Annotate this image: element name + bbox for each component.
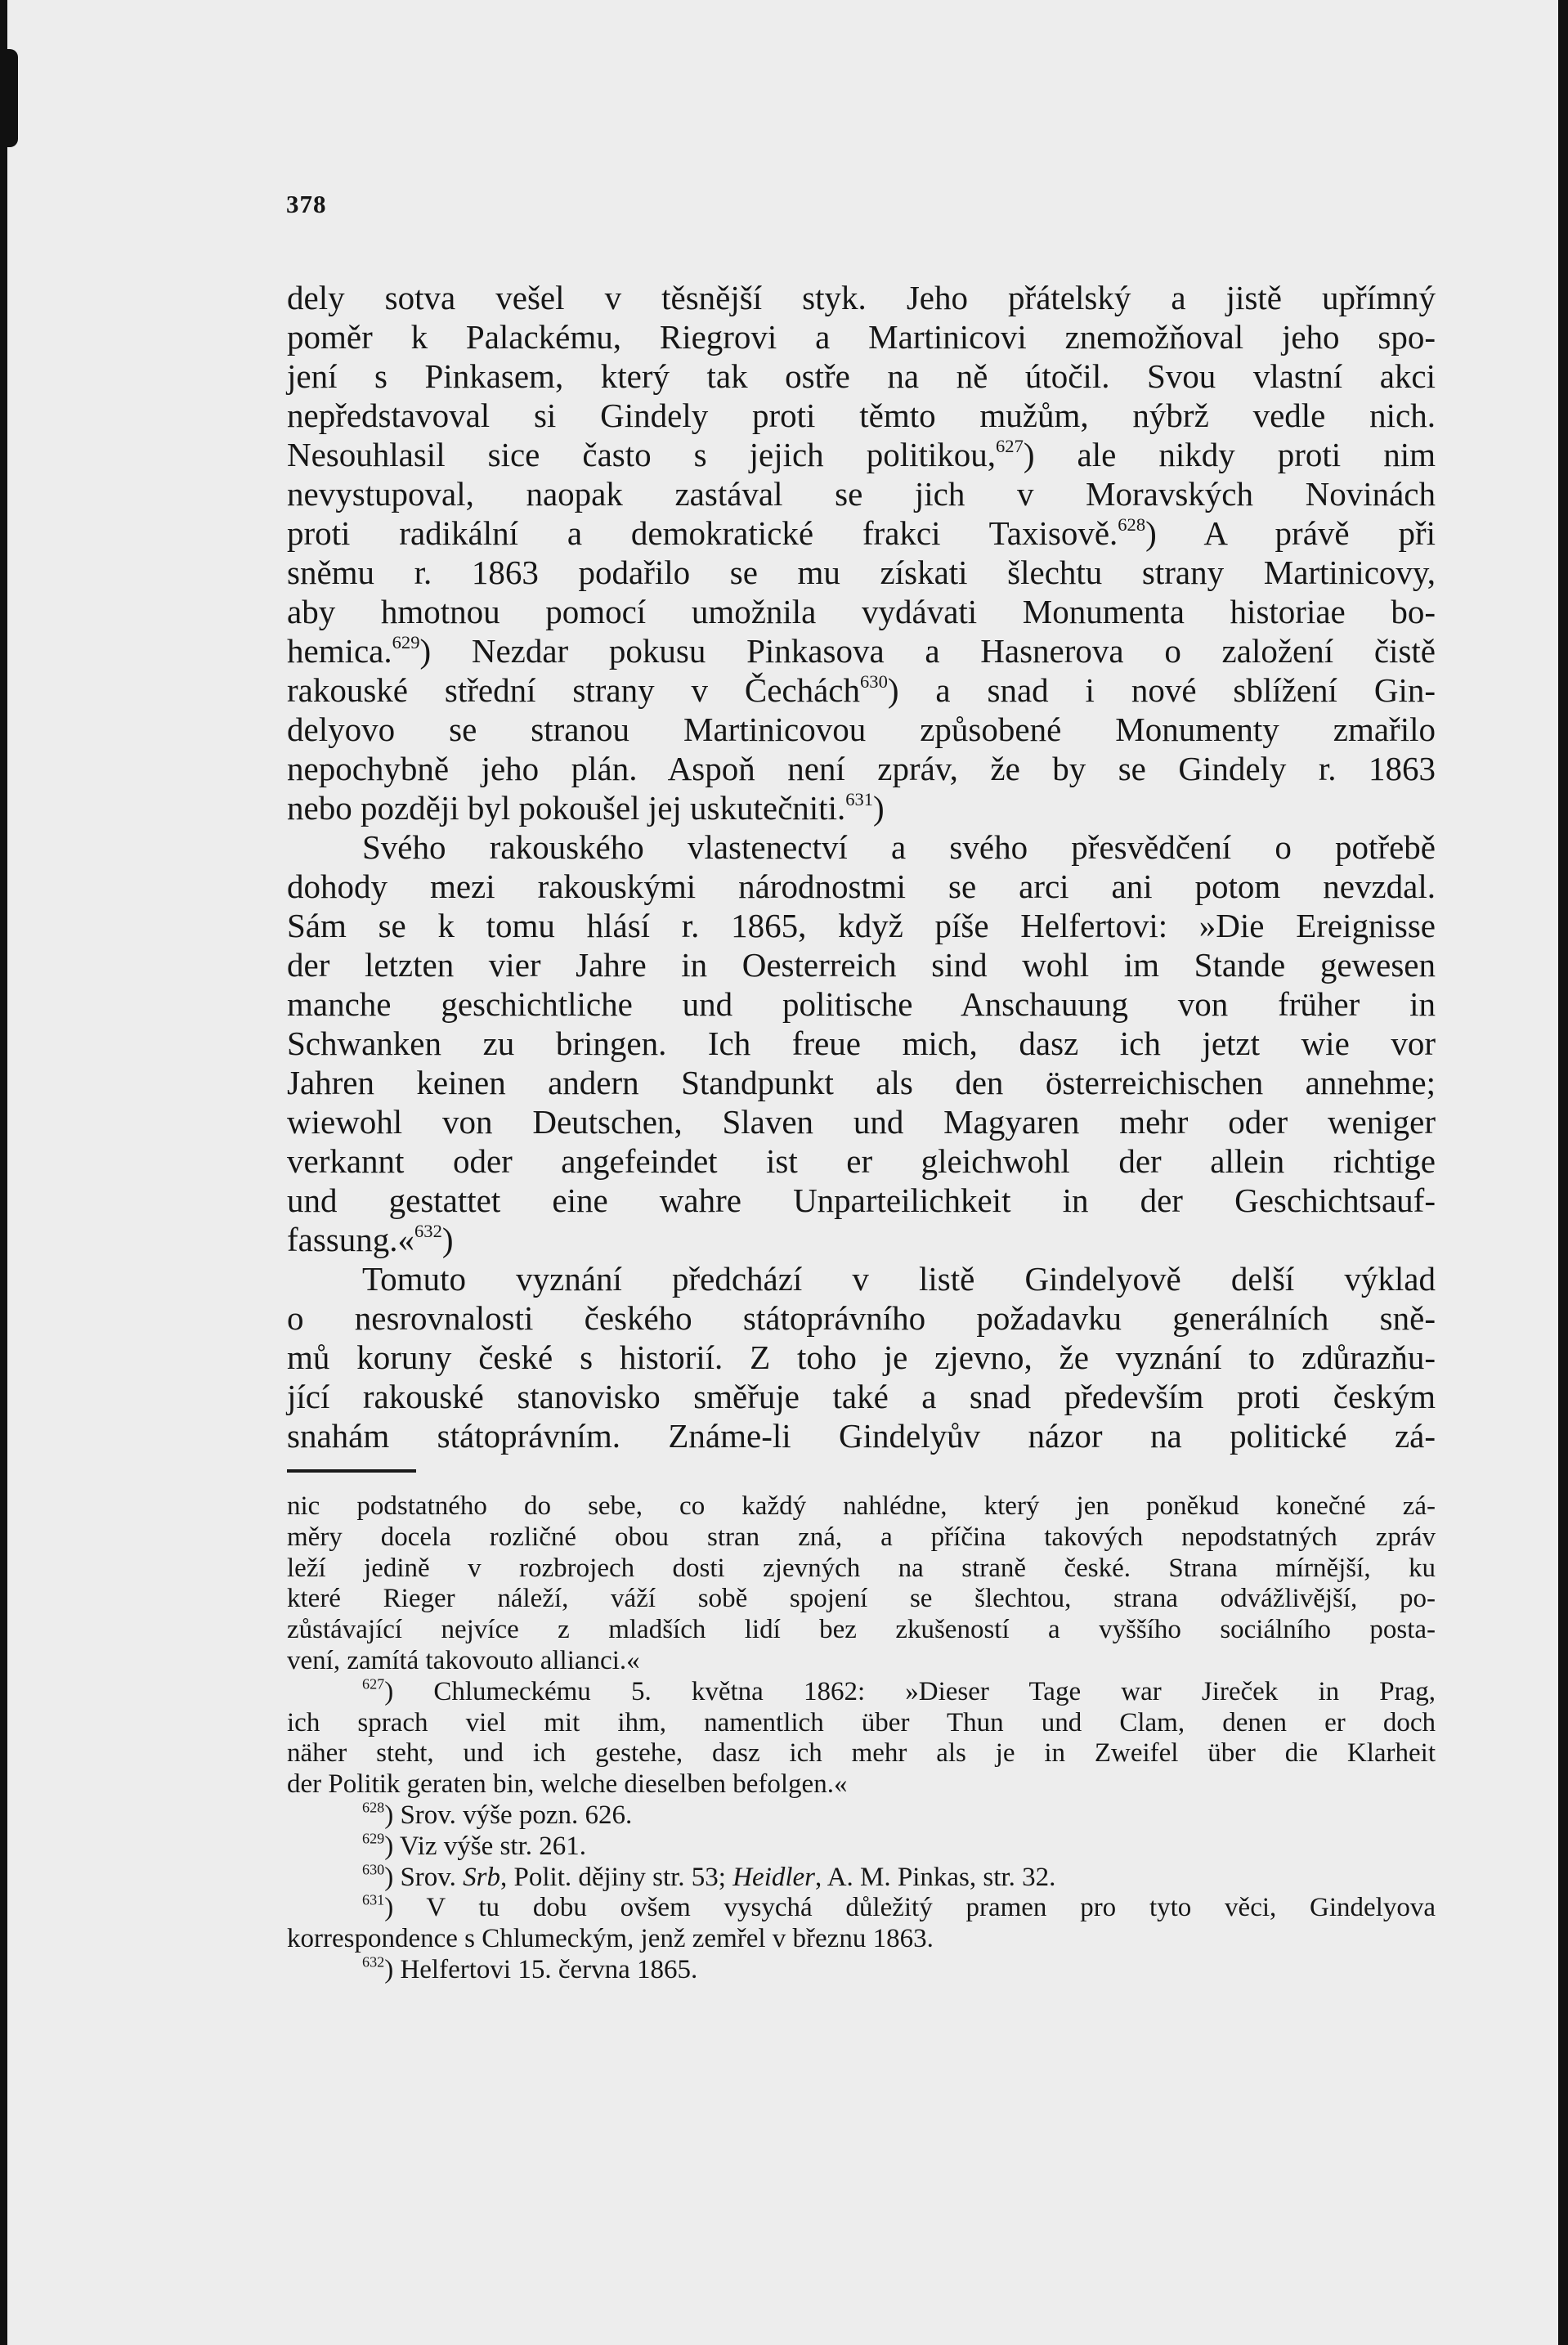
body-text [287,278,1436,1455]
scan-edge-right [1558,0,1568,2345]
text-run: ) V tu dobu ovšem vysychá důležitý pramen pro tyto věci, Gindelyova [384,1893,1436,1923]
text-run: nebo později byl pokoušel jej uskutečniti. [287,789,846,827]
footnote [287,1832,1436,1863]
text-line [287,435,1436,474]
text-run: Schwanken zu bringen. Ich freue mich, dasz ich jetzt wie vor [287,1025,1436,1062]
text-run: které Rieger náleží, váží sobě spojení se šlechtou, strana odvážlivější, po- [287,1584,1436,1614]
text-run: měry docela rozličné obou stran zná, a příčina takových nepodstatných zpráv [287,1522,1436,1552]
text-run: nevystupoval, naopak zastával se jich v Moravských Novinách [287,475,1436,513]
text-run: zůstávající nejvíce z mladších lidí bez zkušeností a vyššího sociálního posta- [287,1615,1436,1645]
text-run: proti radikální a demokratické frakci Taxisově. [287,514,1118,552]
text-run: näher steht, und ich gestehe, dasz ich mehr als je in Zweifel über die Klarheit [287,1738,1436,1769]
footnote-reference: 631 [845,789,874,810]
text-line [287,592,1436,631]
text-line [287,1063,1436,1102]
text-line [287,1220,1436,1259]
page-number: 378 [286,190,327,218]
text-run: o nesrovnalosti českého státoprávního požadavku generálních sně- [287,1299,1436,1337]
text-run: dohody mezi rakouskými národnostmi se arci ani potom nevzdal. [287,868,1436,905]
text-run: vení, zamítá takovouto allianci.« [287,1645,640,1675]
text-line [287,1416,1436,1455]
text-run: ) Nezdar pokusu Pinkasova a Hasnerova o založení čistě [419,632,1436,670]
footnote-separator [287,1469,416,1473]
footnotes [287,1491,1436,1986]
footnote [287,1677,1436,1800]
text-line [287,317,1436,356]
text-line [287,1491,1436,1522]
text-run: ) [873,789,885,827]
text-run: ) Srov. [384,1862,464,1892]
text-run: fassung.« [287,1221,415,1258]
text-line [287,1955,1436,1986]
text-run: verkannt oder angefeindet ist er gleichwohl der allein richtige [287,1142,1436,1180]
text-run: delyovo se stranou Martinicovou způsobené Monumenty zmařilo [287,711,1436,748]
text-run: jící rakouské stanovisko směřuje také a snad především proti českým [287,1378,1436,1415]
footnote [287,1491,1436,1677]
text-line [287,1769,1436,1800]
text-line [287,984,1436,1024]
text-run: sněmu r. 1863 podařilo se mu získati šlechtu strany Martinicovy, [287,554,1436,591]
text-run: manche geschichtliche und politische Anschauung von früher in [287,985,1436,1023]
text-run: Sám se k tomu hlásí r. 1865, když píše Helfertovi: »Die Ereignisse [287,907,1436,944]
footnote-reference: 629 [392,632,420,653]
text-run: ) Helfertovi 15. června 1865. [384,1954,698,1984]
text-line [287,827,1436,867]
footnote-reference: 628 [362,1799,385,1816]
footnote-reference: 632 [362,1953,385,1971]
text-line [287,945,1436,984]
footnote-reference: 630 [860,671,888,693]
text-run: mů koruny české s historií. Z toho je zjevno, že vyznání to zdůrazňu- [287,1338,1436,1376]
paragraph [287,827,1436,1259]
text-run: der letzten vier Jahre in Oesterreich sind wohl im Stande gewesen [287,946,1436,984]
text-line [287,1708,1436,1739]
text-run: poměr k Palackému, Riegrovi a Martinicovi znemožňoval jeho spo- [287,318,1436,356]
footnote-reference: 631 [362,1891,385,1908]
footnote-reference: 629 [362,1830,385,1847]
text-line [287,1738,1436,1769]
text-run: nepředstavoval si Gindely proti těmto mužům, nýbrž vedle nich. [287,397,1436,434]
text-line [287,710,1436,749]
footnote-reference: 630 [362,1860,385,1877]
text-run: Tomuto vyznání předchází v listě Gindelyově delší výklad [362,1260,1436,1298]
text-line [287,553,1436,592]
text-run: snahám státoprávním. Známe-li Gindelyův názor na politické zá- [287,1417,1436,1455]
footnote [287,1860,1436,1894]
text-line [287,513,1436,553]
text-run: ) Viz výše str. 261. [384,1831,586,1861]
text-line [287,906,1436,945]
footnote-reference: 632 [414,1221,442,1242]
text-run: jení s Pinkasem, který tak ostře na ně útočil. Svou vlastní akci [287,357,1436,395]
text-line [287,1860,1436,1894]
text-run: ) [441,1221,454,1258]
paragraph [287,278,1436,827]
text-run: , Polit. dějiny str. 53; [500,1862,733,1892]
text-run: ) A právě při [1145,514,1436,552]
text-line [287,1615,1436,1646]
text-run: nic podstatného do sebe, co každý nahlédne, který jen poněkud konečné zá- [287,1491,1436,1521]
scan-edge-left-mark [0,49,18,147]
text-line [287,1024,1436,1063]
text-line [287,1924,1436,1955]
text-run: wiewohl von Deutschen, Slaven und Magyaren mehr oder weniger [287,1103,1436,1141]
text-run: dely sotva vešel v těsnější styk. Jeho přátelský a jistě upřímný [287,279,1436,316]
text-line [287,1646,1436,1677]
footnote [287,1800,1436,1832]
text-line [287,278,1436,317]
text-line [287,749,1436,788]
text-line [287,1181,1436,1220]
text-line [287,1832,1436,1863]
text-run: hemica. [287,632,392,670]
footnote [287,1893,1436,1955]
footnote-reference: 628 [1118,514,1146,536]
text-run: ) Srov. výše pozn. 626. [384,1800,633,1830]
text-run: Nesouhlasil sice často s jejich politikou, [287,436,997,473]
scan-edge-left [0,0,7,2345]
text-run: nepochybně jeho plán. Aspoň není zpráv, že by se Gindely r. 1863 [287,750,1436,787]
text-line [287,474,1436,513]
text-line [287,396,1436,435]
text-line [287,1377,1436,1416]
footnote [287,1955,1436,1986]
text-line [287,356,1436,396]
text-line [287,1259,1436,1298]
text-line [287,631,1436,670]
text-run: ) Chlumeckému 5. května 1862: »Dieser Tage war Jireček in Prag, [384,1676,1436,1706]
text-run: der Politik geraten bin, welche dieselben befolgen.« [287,1769,848,1800]
text-run: ich sprach viel mit ihm, namentlich über Thun und Clam, denen er doch [287,1707,1436,1737]
text-line [287,867,1436,906]
text-run: Svého rakouského vlastenectví a svého přesvědčení o potřebě [362,828,1436,866]
text-line [287,1298,1436,1338]
text-run: ) a snad i nové sblížení Gin- [887,671,1436,709]
text-line [287,1554,1436,1585]
paragraph [287,1259,1436,1455]
italic-author-name: Heidler [732,1862,816,1892]
text-line [287,1584,1436,1615]
text-run: aby hmotnou pomocí umožnila vydávati Monumenta historiae bo- [287,593,1436,630]
text-line [287,1677,1436,1708]
text-run: und gestattet eine wahre Unparteilichkeit in der Geschichtsauf- [287,1181,1436,1219]
text-line [287,1800,1436,1832]
text-run: , A. M. Pinkas, str. 32. [815,1862,1056,1892]
text-line [287,1338,1436,1377]
text-line [287,670,1436,710]
text-run: Jahren keinen andern Standpunkt als den österreichischen annehme; [287,1064,1436,1101]
italic-author-name: Srb [463,1862,501,1892]
text-line [287,1893,1436,1924]
text-line [287,1141,1436,1181]
text-line [287,1522,1436,1554]
footnote-reference: 627 [362,1675,385,1693]
text-line [287,1102,1436,1141]
text-line [287,788,1436,827]
text-run: korrespondence s Chlumeckým, jenž zemřel v březnu 1863. [287,1924,934,1954]
text-run: ) ale nikdy proti nim [1023,436,1436,473]
text-run: leží jedině v rozbrojech dosti zjevných na straně české. Strana mírnější, ku [287,1553,1436,1583]
footnote-reference: 627 [996,436,1024,457]
text-run: rakouské střední strany v Čechách [287,671,861,709]
